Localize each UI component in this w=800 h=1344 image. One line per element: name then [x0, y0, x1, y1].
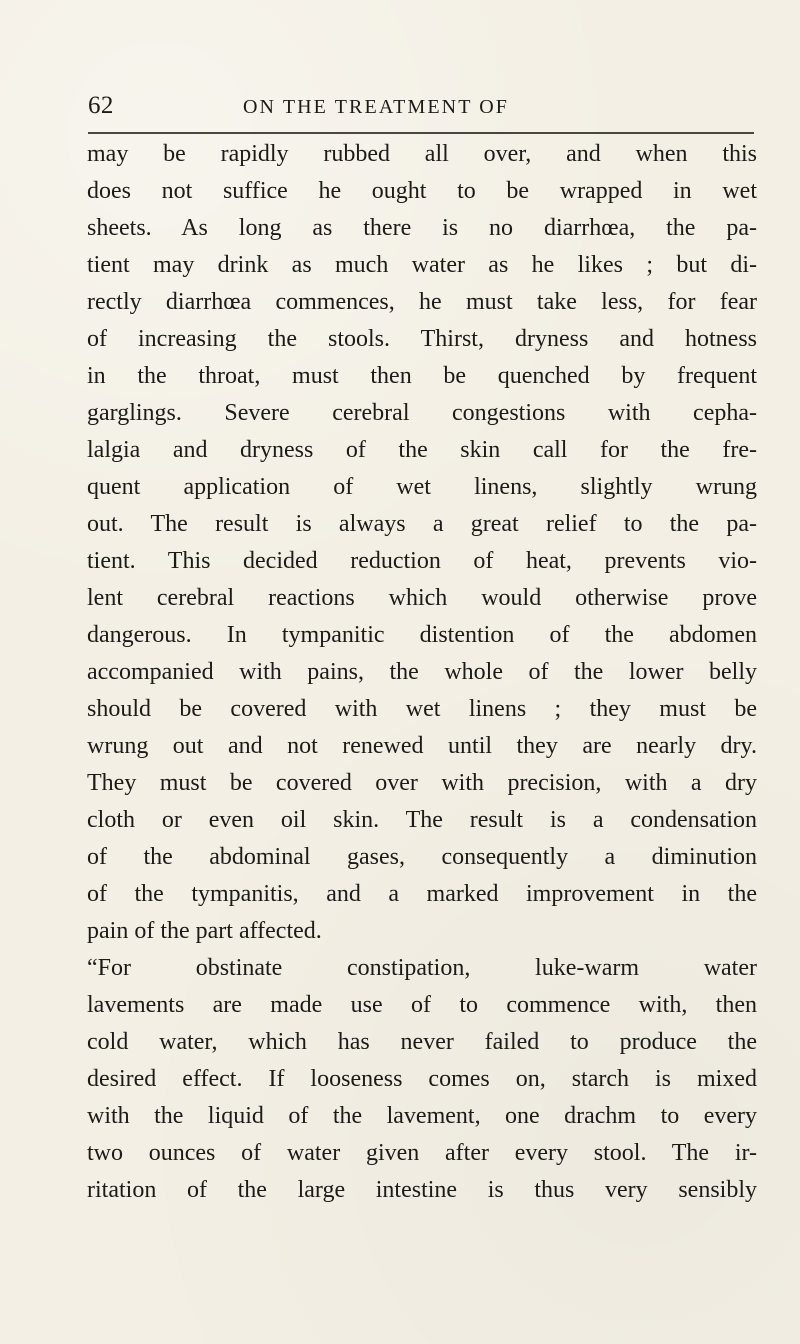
text-line: cold water, which has never failed to produce the	[87, 1029, 757, 1055]
text-line: garglings. Severe cerebral congestions with cepha-	[87, 400, 757, 426]
text-line: with the liquid of the lavement, one drachm to every	[87, 1103, 757, 1129]
text-line: out. The result is always a great relief to the pa-	[87, 511, 757, 537]
running-header	[88, 92, 754, 132]
text-line: tient. This decided reduction of heat, prevents vio-	[87, 548, 757, 574]
text-line: should be covered with wet linens ; they must be	[87, 696, 757, 722]
text-line: “For obstinate constipation, luke-warm water	[87, 955, 757, 981]
text-line: of the tympanitis, and a marked improvement in the	[87, 881, 757, 907]
text-line: two ounces of water given after every stool. The ir-	[87, 1140, 757, 1166]
text-line: ritation of the large intestine is thus very sensibly	[87, 1177, 757, 1203]
text-line: desired effect. If looseness comes on, starch is mixed	[87, 1066, 757, 1092]
text-line: lent cerebral reactions which would otherwise prove	[87, 585, 757, 611]
text-line: They must be covered over with precision, with a dry	[87, 770, 757, 796]
text-line: may be rapidly rubbed all over, and when this	[87, 141, 757, 167]
text-line: quent application of wet linens, slightly wrung	[87, 474, 757, 500]
running-title: ON THE TREATMENT OF	[243, 96, 510, 118]
text-line: pain of the part affected.	[87, 918, 322, 944]
text-line: wrung out and not renewed until they are nearly dry.	[87, 733, 757, 759]
body-text	[87, 137, 757, 1247]
text-line: sheets. As long as there is no diarrhœa, the pa-	[87, 215, 757, 241]
text-line: lalgia and dryness of the skin call for the fre-	[87, 437, 757, 463]
text-line: rectly diarrhœa commences, he must take less, for fear	[87, 289, 757, 315]
text-line: of the abdominal gases, consequently a diminution	[87, 844, 757, 870]
text-line: lavements are made use of to commence with, then	[87, 992, 757, 1018]
text-line: in the throat, must then be quenched by frequent	[87, 363, 757, 389]
text-line: tient may drink as much water as he likes ; but di-	[87, 252, 757, 278]
text-line: dangerous. In tympanitic distention of the abdomen	[87, 622, 757, 648]
text-line: accompanied with pains, the whole of the lower belly	[87, 659, 757, 685]
text-line: does not suffice he ought to be wrapped in wet	[87, 178, 757, 204]
text-line: of increasing the stools. Thirst, dryness and hotness	[87, 326, 757, 352]
header-rule	[88, 132, 754, 134]
text-line: cloth or even oil skin. The result is a condensation	[87, 807, 757, 833]
page-number: 62	[88, 92, 114, 119]
